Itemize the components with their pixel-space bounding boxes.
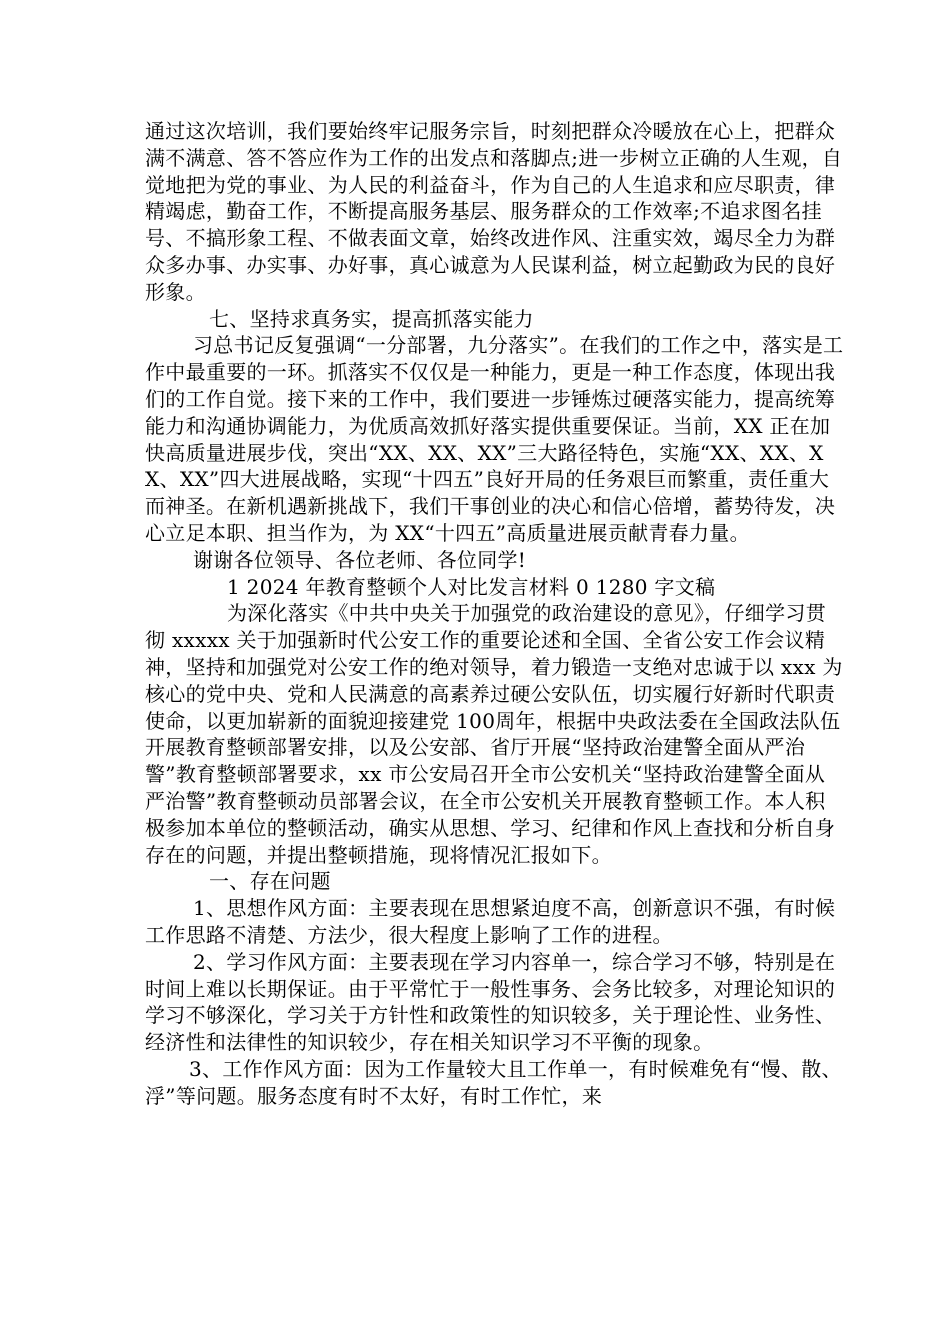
document-subtitle: 1 2024 年教育整顿个人对比发言材料 0 1280 字文稿: [227, 574, 716, 599]
paragraph-introduction: 为深化落实《中共中央关于加强党的政治建设的意见》，仔细学习贯彻 xxxxx 关于加强新时代公安工作的重要论述和全国、全省公安工作会议精神，坚持和加强党对公安工作的绝对领导，着力锻造一支绝对忠诚于以 xxx 为核心的党中央、党和人民满意的高素养过硬公安队伍，切实履行好新时代职责使命，以更加崭新的面貌迎接建党 100周年，根据中央政法委在全国政法队伍开展教育整顿部署安排，以及公安部、省厅开展“坚持政治建警全面从严治警”教育整顿部署要求，xx 市公安局召开全市公安机关“坚持政治建警全面从严治警”教育整顿动员部署会议，在全市公安机关开展教育整顿工作。本人积极参加本单位的整顿活动，确实从思想、学习、纪律和作风上查找和分析自身存在的问题，并提出整顿措施，现将情况汇报如下。: [145, 601, 843, 867]
paragraph-study-style: 2、学习作风方面：主要表现在学习内容单一，综合学习不够，特别是在时间上难以长期保证。由于平常忙于一般性事务、会务比较多，对理论知识的学习不够深化，学习关于方针性和政策性的知识较多，关于理论性、业务性、经济性和法律性的知识较少，存在相关知识学习不平衡的现象。: [145, 949, 836, 1055]
document-body: [145, 118, 845, 1109]
paragraph-work-style: 3、工作作风方面：因为工作量较大且工作单一，有时候难免有“慢、散、浮”等问题。服务态度有时不太好，有时工作忙，来: [145, 1056, 842, 1108]
section-heading-problems: 一、存在问题: [209, 869, 331, 894]
section-heading-seven: 七、坚持求真务实，提高抓落实能力: [209, 306, 534, 331]
paragraph-training-summary: 通过这次培训，我们要始终牢记服务宗旨，时刻把群众冷暖放在心上，把群众满不满意、答不答应作为工作的出发点和落脚点;进一步树立正确的人生观，自觉地把为党的事业、为人民的利益奋斗，作为自己的人生追求和应尽职责，律精竭虑，勤奋工作，不断提高服务基层、服务群众的工作效率;不追求图名挂号、不搞形象工程、不做表面文章，始终改进作风、注重实效，竭尽全力为群众多办事、办实事、办好事，真心诚意为人民谋利益，树立起勤政为民的良好形象。: [145, 119, 843, 304]
paragraph-thanks: 谢谢各位领导、各位老师、各位同学!: [193, 547, 527, 572]
paragraph-thinking-style: 1、思想作风方面：主要表现在思想紧迫度不高，创新意识不强，有时候工作思路不清楚、方法少，很大程度上影响了工作的进程。: [145, 896, 836, 947]
paragraph-implementation: 习总书记反复强调“一分部署，九分落实”。在我们的工作之中，落实是工作中最重要的一环。抓落实不仅仅是一种能力，更是一种工作态度，体现出我们的工作自觉。接下来的工作中，我们要进一步锤炼过硬落实能力，提高统筹能力和沟通协调能力，为优质高效抓好落实提供重要保证。当前，XX 正在加快高质量进展步伐，突出“XX、XX、XX”三大路径特色，实施“XX、XX、XX、XX”四大进展战略，实现“十四五”良好开局的任务艰巨而繁重，责任重大而神圣。在新机遇新挑战下，我们干事创业的决心和信心倍增，蓄势待发，决心立足本职、担当作为，为 XX“十四五”高质量进展贡献青春力量。: [145, 333, 844, 545]
